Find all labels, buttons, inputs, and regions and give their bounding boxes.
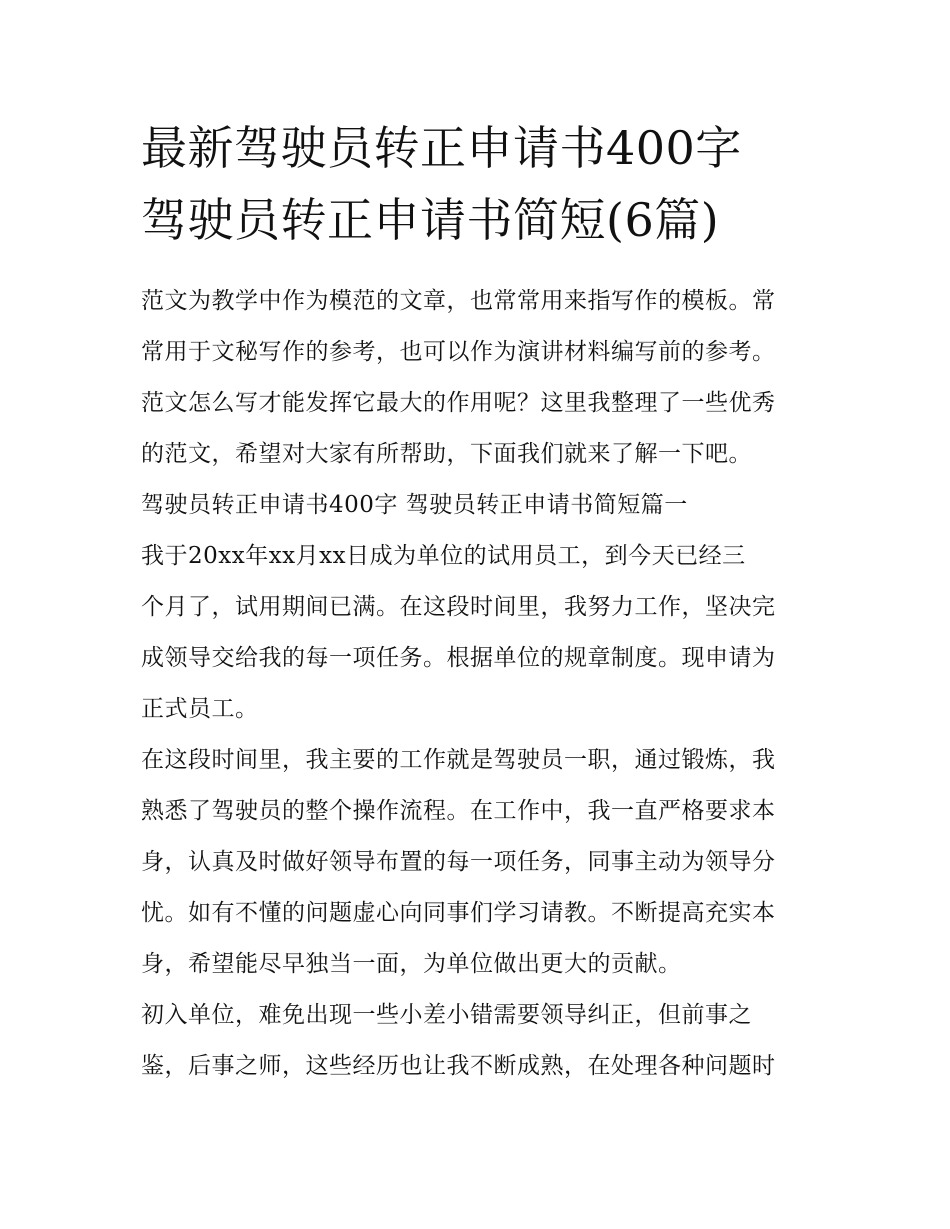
document-title [141,112,821,256]
document-body [141,276,821,1092]
body-line: 的范文，希望对大家有所帮助，下面我们就来了解一下吧。 [141,441,752,467]
body-line: 在这段时间里，我主要的工作就是驾驶员一职，通过锻炼，我 [141,747,776,773]
body-line: 鉴，后事之师，这些经历也让我不断成熟，在处理各种问题时 [141,1053,776,1079]
title-line: 最新驾驶员转正申请书400字 [141,121,742,175]
body-line: 初入单位，难免出现一些小差小错需要领导纠正，但前事之 [141,1002,752,1028]
body-line: 个月了，试用期间已满。在这段时间里，我努力工作，坚决完 [141,594,776,620]
body-line: 成领导交给我的每一项任务。根据单位的规章制度。现申请为 [141,645,776,671]
body-line: 正式员工。 [141,696,259,722]
body-line: 身，认真及时做好领导布置的每一项任务，同事主动为领导分 [141,849,776,875]
body-line: 我于20xx年xx月xx日成为单位的试用员工，到今天已经三 [141,543,746,569]
body-line: 范文为教学中作为模范的文章，也常常用来指写作的模板。常 [141,288,776,314]
body-line: 熟悉了驾驶员的整个操作流程。在工作中，我一直严格要求本 [141,798,776,824]
title-line: 驾驶员转正申请书简短(6篇) [141,193,720,247]
body-line: 忧。如有不懂的问题虚心向同事们学习请教。不断提高充实本 [141,900,776,926]
section-heading: 驾驶员转正申请书400字 驾驶员转正申请书简短篇一 [141,492,688,518]
body-line: 常用于文秘写作的参考，也可以作为演讲材料编写前的参考。 [141,339,776,365]
body-line: 身，希望能尽早独当一面，为单位做出更大的贡献。 [141,951,682,977]
body-line: 范文怎么写才能发挥它最大的作用呢？这里我整理了一些优秀 [141,390,776,416]
